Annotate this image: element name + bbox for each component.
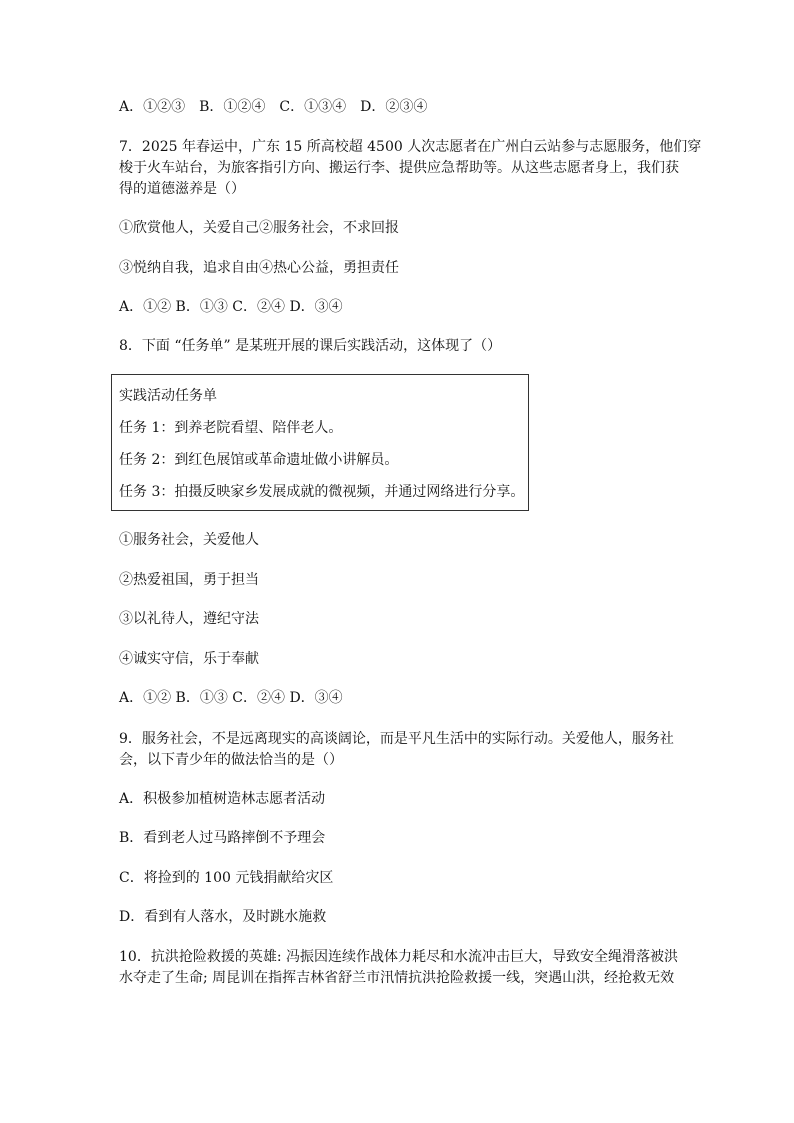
q7-stem-line-3: 得的道德滋养是（） xyxy=(119,181,245,197)
q8-options: A．①② B．①③ C．②④ D．③④ xyxy=(119,690,343,706)
q8-statement-1: ①服务社会，关爱他人 xyxy=(119,532,259,548)
q6-options: A．①②③ B．①②④ C．①③④ D．②③④ xyxy=(119,99,428,115)
q10-stem-line-2: 水夺走了生命; 周昆训在指挥吉林省舒兰市汛情抗洪抢险救援一线，突遇山洪，经抢救无效 xyxy=(119,970,675,986)
task-list-box xyxy=(111,374,529,511)
q9-option-a: A．积极参加植树造林志愿者活动 xyxy=(119,791,326,807)
q7-options: A．①② B．①③ C．②④ D．③④ xyxy=(119,299,343,315)
q8-statement-4: ④诚实守信，乐于奉献 xyxy=(119,651,259,667)
q8-statement-2: ②热爱祖国，勇于担当 xyxy=(119,572,259,588)
task-item-3: 任务 3：拍摄反映家乡发展成就的微视频，并通过网络进行分享。 xyxy=(119,484,525,500)
q9-option-b: B．看到老人过马路摔倒不予理会 xyxy=(119,830,326,846)
task-item-1: 任务 1：到养老院看望、陪伴老人。 xyxy=(119,420,343,436)
q10-stem-line-1: 10．抗洪抢险救援的英雄: 冯振因连续作战体力耗尽和水流冲击巨大，导致安全绳滑落被洪 xyxy=(119,949,678,965)
q9-stem-line-2: 会，以下青少年的做法恰当的是（） xyxy=(119,752,343,768)
q9-option-c: C．将捡到的 100 元钱捐献给灾区 xyxy=(119,870,334,886)
q8-statement-3: ③以礼待人，遵纪守法 xyxy=(119,611,259,627)
q9-stem-line-1: 9．服务社会，不是远离现实的高谈阔论，而是平凡生活中的实际行动。关爱他人，服务社 xyxy=(119,731,674,747)
q7-stem-line-2: 梭于火车站台，为旅客指引方向、搬运行李、提供应急帮助等。从这些志愿者身上，我们获 xyxy=(119,160,679,176)
task-item-2: 任务 2：到红色展馆或革命遗址做小讲解员。 xyxy=(119,452,399,468)
q8-stem: 8．下面 “任务单” 是某班开展的课后实践活动，这体现了（） xyxy=(119,338,502,354)
q7-statement-2: ③悦纳自我，追求自由④热心公益，勇担责任 xyxy=(119,260,399,276)
q9-option-d: D．看到有人落水，及时跳水施救 xyxy=(119,909,327,925)
q7-statement-1: ①欣赏他人，关爱自己②服务社会，不求回报 xyxy=(119,220,399,236)
task-list-title: 实践活动任务单 xyxy=(119,388,217,404)
q7-stem-line-1: 7．2025 年春运中，广东 15 所高校超 4500 人次志愿者在广州白云站参与志愿服务，他们穿 xyxy=(119,139,702,155)
